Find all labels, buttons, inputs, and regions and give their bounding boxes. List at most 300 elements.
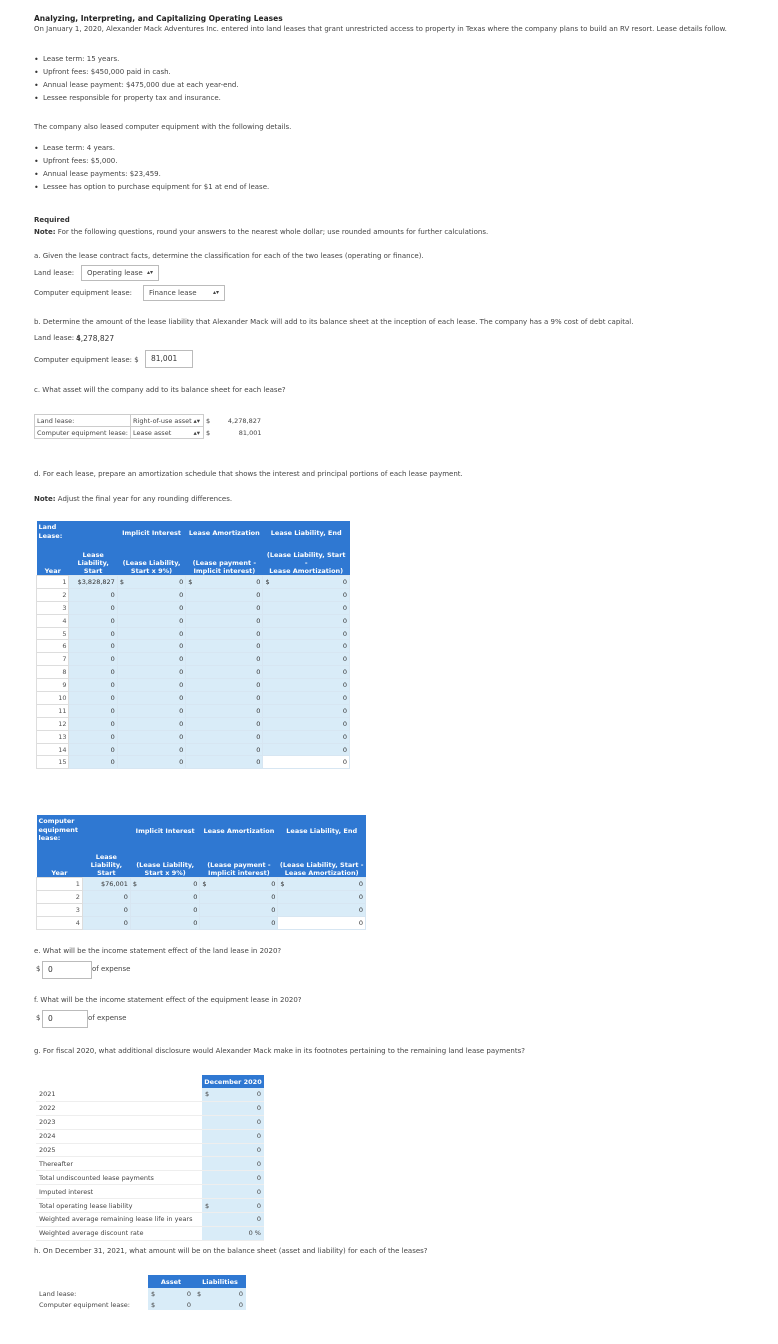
- table-row: [37, 903, 366, 916]
- cell-value: 3: [62, 603, 67, 612]
- select-value: Finance lease: [149, 289, 197, 297]
- cell-value: 0: [256, 681, 261, 690]
- asset-select[interactable]: [131, 415, 204, 427]
- cell-value: 0: [342, 668, 347, 677]
- cell-value: 14: [58, 745, 67, 754]
- table-row: [36, 1115, 264, 1129]
- question-a: a. Given the lease contract facts, determine the classification for each of the two leases (operating or finance).: [34, 252, 424, 260]
- cell-value: 1: [62, 577, 67, 586]
- liability-start-cell[interactable]: [69, 576, 117, 589]
- liability-start-cell[interactable]: [69, 730, 117, 743]
- land-amortization-table: [36, 521, 350, 769]
- cell-value: 0: [342, 693, 347, 702]
- cell-value: 0: [179, 655, 184, 664]
- balance-sheet-table: [36, 1275, 246, 1310]
- disclosure-value-cell[interactable]: [202, 1101, 264, 1115]
- disclosure-value-cell[interactable]: [202, 1088, 264, 1101]
- liability-start-cell[interactable]: [82, 916, 130, 929]
- list-item: • Annual lease payment: $475,000 due at each year-end.: [34, 79, 239, 92]
- liability-start-cell[interactable]: [69, 640, 117, 653]
- qb-land-label: Land lease: $: [34, 334, 81, 342]
- table-row: [36, 1157, 264, 1171]
- liab-end-header: (Lease Liability, Start - Lease Amortization): [278, 847, 366, 878]
- liability-start-cell[interactable]: [69, 704, 117, 717]
- interest-cell[interactable]: [117, 756, 185, 769]
- row-label: 2025: [36, 1143, 202, 1157]
- cell-value: 0: [123, 905, 128, 914]
- question-g: g. For fiscal 2020, what additional disclosure would Alexander Mack make in its footnotes pertaining to the remaining land lease payments?: [34, 1047, 525, 1055]
- liability-start-cell[interactable]: [69, 692, 117, 705]
- equipment-asset-cell[interactable]: $ 0: [148, 1299, 194, 1310]
- table-row: [36, 1199, 264, 1213]
- cell-value: 0: [179, 706, 184, 715]
- row-label: Land lease:: [39, 1289, 77, 1298]
- interest-cell[interactable]: [117, 717, 185, 730]
- table-row: [37, 717, 350, 730]
- cell-value: 0: [256, 590, 261, 599]
- equipment-amortization-table: [36, 815, 366, 930]
- note-label: Note:: [34, 228, 56, 236]
- land-income-effect-input[interactable]: 0: [42, 961, 92, 979]
- disclosure-value-cell[interactable]: [202, 1226, 264, 1240]
- year-cell: [37, 890, 83, 903]
- equipment-income-effect-input[interactable]: 0: [42, 1010, 88, 1028]
- liab-start-header: Lease Liability, Start: [82, 847, 130, 878]
- table-row: [37, 588, 350, 601]
- amortization-cell[interactable]: [186, 640, 263, 653]
- dollar-sign: $: [132, 879, 138, 888]
- cell-value: 0: [256, 732, 261, 741]
- cell-value: 0: [256, 1187, 261, 1196]
- interest-cell[interactable]: [117, 679, 185, 692]
- liability-end-cell[interactable]: [278, 916, 366, 929]
- list-item: • Lease term: 15 years.: [34, 53, 239, 66]
- cell-value: 0: [256, 616, 261, 625]
- interest-cell[interactable]: [130, 878, 199, 891]
- cell-value: 0: [256, 745, 261, 754]
- table-row: [37, 614, 350, 627]
- interest-cell[interactable]: [130, 916, 199, 929]
- equipment-details-list: [34, 142, 269, 194]
- table-row: [37, 743, 350, 756]
- expense-label: of expense: [88, 1014, 127, 1022]
- liability-end-cell[interactable]: [263, 717, 350, 730]
- cell-value: $3,828,827: [77, 577, 115, 586]
- liability-start-cell[interactable]: [69, 601, 117, 614]
- dollar-sign: $: [265, 577, 270, 586]
- cell-value: 0: [256, 1118, 261, 1127]
- expense-label: of expense: [92, 965, 131, 973]
- dollar-sign: $: [205, 1201, 210, 1210]
- amortization-cell[interactable]: [186, 588, 263, 601]
- interest-cell[interactable]: [117, 666, 185, 679]
- cell-value: 0: [271, 905, 276, 914]
- asset-header: Asset: [148, 1275, 194, 1288]
- disclosure-value-cell[interactable]: [202, 1199, 264, 1213]
- amortization-cell[interactable]: [186, 614, 263, 627]
- required-note: [34, 228, 488, 236]
- amount-value: 4,278,827: [227, 416, 261, 425]
- table-row: [36, 1226, 264, 1240]
- amort-header-top: Lease Amortization: [200, 815, 278, 847]
- amortization-cell[interactable]: [186, 666, 263, 679]
- year-header: Year: [37, 847, 83, 878]
- amortization-cell[interactable]: [186, 627, 263, 640]
- liability-end-cell[interactable]: [263, 653, 350, 666]
- liability-end-cell[interactable]: [263, 627, 350, 640]
- liability-start-cell[interactable]: [69, 653, 117, 666]
- amortization-cell[interactable]: [186, 692, 263, 705]
- amort-header-top: Lease Amortization: [186, 521, 263, 545]
- liability-end-cell[interactable]: [263, 743, 350, 756]
- liability-start-cell[interactable]: [82, 878, 130, 891]
- dollar-sign: $: [119, 577, 124, 586]
- table-row: [37, 601, 350, 614]
- liability-end-cell[interactable]: [278, 903, 366, 916]
- cell-value: 0: [256, 577, 261, 586]
- cell-value: 0: [256, 629, 261, 638]
- year-cell: [37, 601, 69, 614]
- disclosure-value-cell[interactable]: [202, 1143, 264, 1157]
- list-item: • Lessee has option to purchase equipment for $1 at end of lease.: [34, 181, 269, 194]
- disclosure-table: [36, 1075, 264, 1241]
- cell-value: 0: [193, 905, 198, 914]
- qa-equip-label: Computer equipment lease:: [34, 289, 132, 297]
- land-liability-cell[interactable]: $ 0: [194, 1288, 246, 1299]
- land-details-list: [34, 53, 239, 105]
- year-cell: [37, 576, 69, 589]
- table-row: [37, 730, 350, 743]
- interest-cell[interactable]: [117, 692, 185, 705]
- qd-note: [34, 495, 232, 503]
- cell-value: 0: [110, 693, 115, 702]
- cell-value: 4: [62, 616, 67, 625]
- cell-value: 8: [62, 668, 67, 677]
- liability-end-cell[interactable]: [263, 576, 350, 589]
- year-cell: [37, 730, 69, 743]
- table-row: [37, 878, 366, 891]
- table-row: [37, 576, 350, 589]
- interest-cell[interactable]: [117, 704, 185, 717]
- required-heading: Required: [34, 216, 70, 224]
- table-row: [37, 653, 350, 666]
- interest-header: (Lease Liability, Start x 9%): [130, 847, 199, 878]
- liability-end-cell[interactable]: [263, 588, 350, 601]
- equipment-liability-input[interactable]: 81,001: [145, 350, 193, 368]
- equipment-liability-cell[interactable]: 0: [194, 1299, 246, 1310]
- cell-value: 0: [193, 918, 198, 927]
- list-item: • Upfront fees: $5,000.: [34, 155, 269, 168]
- interest-cell[interactable]: [130, 890, 199, 903]
- question-d: d. For each lease, prepare an amortization schedule that shows the interest and principal portions of each lease payment.: [34, 470, 463, 478]
- amortization-cell[interactable]: [186, 704, 263, 717]
- interest-cell[interactable]: [117, 627, 185, 640]
- table-row: [36, 1213, 264, 1227]
- liab-start-header: Lease Liability, Start: [69, 545, 117, 576]
- year-cell: [37, 679, 69, 692]
- table-row: [37, 916, 366, 929]
- year-cell: [37, 704, 69, 717]
- equip-label-header: Computer equipment lease:: [37, 815, 83, 847]
- cell-value: 0: [342, 655, 347, 664]
- liability-start-cell[interactable]: [69, 756, 117, 769]
- liabilities-header: Liabilities: [194, 1275, 246, 1288]
- liability-start-cell[interactable]: [69, 588, 117, 601]
- cell-value: 6: [62, 642, 67, 651]
- updown-icon: ▴▾: [193, 416, 200, 425]
- cell-value: 0: [271, 879, 276, 888]
- row-label: Thereafter: [36, 1157, 202, 1171]
- question-b: b. Determine the amount of the lease liability that Alexander Mack will add to its balance sheet at the inception of each lease. The company has a 9% cost of debt capital.: [34, 318, 634, 326]
- row-label: Computer equipment lease:: [35, 427, 131, 439]
- cell-value: 0: [342, 745, 347, 754]
- intro-text: On January 1, 2020, Alexander Mack Adventures Inc. entered into land leases that grant unrestricted access to property in Texas where the company plans to build an RV resort. Lease details follow.: [34, 25, 727, 33]
- disclosure-value-cell[interactable]: [202, 1171, 264, 1185]
- cell-value: 0: [342, 577, 347, 586]
- cell-value: 0: [179, 642, 184, 651]
- liability-start-cell[interactable]: [82, 890, 130, 903]
- liability-end-cell[interactable]: [278, 878, 366, 891]
- amortization-cell[interactable]: [186, 743, 263, 756]
- asset-table: [34, 414, 264, 439]
- cell-value: 0: [179, 745, 184, 754]
- question-e: e. What will be the income statement effect of the land lease in 2020?: [34, 947, 282, 955]
- amortization-cell[interactable]: [186, 756, 263, 769]
- cell-value: 0: [179, 693, 184, 702]
- cell-value: 0: [110, 668, 115, 677]
- amortization-cell[interactable]: [186, 717, 263, 730]
- table-row: [37, 627, 350, 640]
- amortization-cell[interactable]: [186, 653, 263, 666]
- cell-value: 3: [75, 905, 80, 914]
- cell-value: 0: [123, 892, 128, 901]
- select-value: Right-of-use asset: [133, 416, 192, 425]
- cell-value: 2: [75, 892, 80, 901]
- table-row: [36, 1143, 264, 1157]
- table-row: [36, 1185, 264, 1199]
- cell-value: 0: [123, 918, 128, 927]
- cell-value: 0: [256, 1159, 261, 1168]
- cell-value: 0: [110, 590, 115, 599]
- cell-value: 0: [256, 758, 261, 767]
- qa-land-label: Land lease:: [34, 269, 75, 277]
- year-cell: [37, 653, 69, 666]
- table-row: [37, 692, 350, 705]
- liability-end-cell[interactable]: [263, 692, 350, 705]
- cell-value: 0: [256, 642, 261, 651]
- dollar-sign: $: [188, 577, 193, 586]
- liability-end-cell[interactable]: [263, 756, 350, 769]
- disclosure-value-cell[interactable]: [202, 1213, 264, 1227]
- liability-end-cell[interactable]: [263, 614, 350, 627]
- liability-end-cell[interactable]: [263, 640, 350, 653]
- cell-value: 11: [58, 706, 67, 715]
- interest-cell[interactable]: [117, 730, 185, 743]
- amortization-cell[interactable]: [200, 878, 278, 891]
- equipment-classification-select[interactable]: [143, 285, 225, 301]
- asset-amount[interactable]: [204, 415, 264, 427]
- cell-value: 0: [179, 577, 184, 586]
- year-cell: [37, 692, 69, 705]
- cell-value: 10: [58, 693, 67, 702]
- cell-value: 0: [271, 918, 276, 927]
- amortization-cell[interactable]: [186, 730, 263, 743]
- interest-header-top: Implicit Interest: [130, 815, 199, 847]
- equipment-intro: The company also leased computer equipment with the following details.: [34, 123, 292, 131]
- land-classification-select[interactable]: [81, 265, 159, 281]
- liab-end-header-top: Lease Liability, End: [278, 815, 366, 847]
- cell-value: 0: [256, 1090, 261, 1099]
- cell-value: 0: [342, 681, 347, 690]
- note-label: Note:: [34, 495, 56, 503]
- liability-start-cell[interactable]: [82, 903, 130, 916]
- year-cell: [37, 588, 69, 601]
- cell-value: 0: [179, 590, 184, 599]
- interest-header-top: Implicit Interest: [117, 521, 185, 545]
- updown-icon: ▴▾: [146, 269, 153, 276]
- list-item: • Annual lease payments: $23,459.: [34, 168, 269, 181]
- disclosure-value-cell[interactable]: [202, 1157, 264, 1171]
- amortization-cell[interactable]: [186, 679, 263, 692]
- interest-cell[interactable]: [117, 601, 185, 614]
- table-row: [37, 640, 350, 653]
- cell-value: 0: [256, 1132, 261, 1141]
- interest-cell[interactable]: [130, 903, 199, 916]
- liab-start-header: [82, 815, 130, 847]
- cell-value: 0: [110, 616, 115, 625]
- table-row: [37, 704, 350, 717]
- year-cell: [37, 916, 83, 929]
- liability-end-cell[interactable]: [263, 666, 350, 679]
- liability-start-cell[interactable]: [69, 679, 117, 692]
- interest-cell[interactable]: [117, 588, 185, 601]
- cell-value: 0: [256, 1215, 261, 1224]
- amort-header: (Lease payment - Implicit interest): [200, 847, 278, 878]
- row-label: 2021: [36, 1088, 202, 1101]
- year-cell: [37, 878, 83, 891]
- liability-start-cell[interactable]: [69, 743, 117, 756]
- cell-value: 0: [179, 758, 184, 767]
- year-cell: [37, 614, 69, 627]
- note-text: For the following questions, round your answers to the nearest whole dollar; use rounded amounts for further calculations.: [57, 228, 489, 236]
- year-cell: [37, 666, 69, 679]
- year-cell: [37, 743, 69, 756]
- row-label: Weighted average remaining lease life in years: [36, 1213, 202, 1227]
- cell-value: 0: [256, 719, 261, 728]
- cell-value: 0: [256, 693, 261, 702]
- liability-start-cell[interactable]: [69, 666, 117, 679]
- row-label: Imputed interest: [36, 1185, 202, 1199]
- table-row: [36, 1088, 264, 1101]
- interest-cell[interactable]: [117, 640, 185, 653]
- cell-value: 0: [179, 616, 184, 625]
- liab-end-header: (Lease Liability, Start - Lease Amortization): [263, 545, 350, 576]
- cell-value: 0: [358, 905, 363, 914]
- asset-select[interactable]: [131, 427, 204, 439]
- liability-end-cell[interactable]: [263, 730, 350, 743]
- liability-end-cell[interactable]: [278, 890, 366, 903]
- table-row: [36, 1101, 264, 1115]
- land-liability-value: 4,278,827: [76, 334, 115, 343]
- cell-value: 0: [193, 892, 198, 901]
- disclosure-value-cell[interactable]: [202, 1185, 264, 1199]
- liability-end-cell[interactable]: [263, 601, 350, 614]
- row-label: Land lease:: [35, 415, 131, 427]
- disclosure-value-cell[interactable]: [202, 1115, 264, 1129]
- cell-value: 0: [110, 603, 115, 612]
- dollar-sign: $: [280, 879, 285, 888]
- cell-value: 5: [62, 629, 67, 638]
- dollar-sign: $: [206, 428, 211, 437]
- table-row: [36, 1129, 264, 1143]
- cell-value: $76,001: [101, 879, 128, 888]
- interest-cell[interactable]: [117, 743, 185, 756]
- cell-value: 9: [62, 681, 67, 690]
- amortization-cell[interactable]: [186, 601, 263, 614]
- interest-cell[interactable]: [117, 614, 185, 627]
- amortization-cell[interactable]: [186, 576, 263, 589]
- year-cell: [37, 756, 69, 769]
- interest-cell[interactable]: [117, 653, 185, 666]
- question-f: f. What will be the income statement effect of the equipment lease in 2020?: [34, 996, 302, 1004]
- amortization-cell[interactable]: [200, 890, 278, 903]
- cell-value: 0: [179, 719, 184, 728]
- amortization-cell[interactable]: [200, 903, 278, 916]
- page-title: Analyzing, Interpreting, and Capitalizing Operating Leases: [34, 14, 283, 23]
- cell-value: 0: [256, 1146, 261, 1154]
- dollar-sign: $: [36, 1014, 41, 1022]
- cell-value: 0: [256, 1173, 261, 1182]
- land-asset-cell[interactable]: $ 0: [148, 1288, 194, 1299]
- liability-start-cell[interactable]: [69, 627, 117, 640]
- row-label: 2022: [36, 1101, 202, 1115]
- cell-value: 0: [179, 732, 184, 741]
- table-row: [37, 666, 350, 679]
- year-cell: [37, 640, 69, 653]
- cell-value: 7: [62, 655, 67, 664]
- cell-value: 0: [271, 892, 276, 901]
- row-label: Computer equipment lease:: [39, 1300, 130, 1309]
- liability-end-cell[interactable]: [263, 679, 350, 692]
- interest-cell[interactable]: [117, 576, 185, 589]
- amortization-cell[interactable]: [200, 916, 278, 929]
- asset-amount[interactable]: [204, 427, 264, 439]
- cell-value: 0: [179, 629, 184, 638]
- liability-start-cell[interactable]: [69, 614, 117, 627]
- list-item: • Lessee responsible for property tax and insurance.: [34, 92, 239, 105]
- cell-value: 0: [342, 732, 347, 741]
- liability-start-cell[interactable]: [69, 717, 117, 730]
- cell-value: 0: [256, 706, 261, 715]
- interest-header: (Lease Liability, Start x 9%): [117, 545, 185, 576]
- cell-value: 0: [110, 706, 115, 715]
- cell-value: 0: [110, 642, 115, 651]
- cell-value: 0: [110, 758, 115, 767]
- year-cell: [37, 627, 69, 640]
- list-item: • Lease term: 4 years.: [34, 142, 269, 155]
- cell-value: 0: [110, 745, 115, 754]
- select-value: Operating lease: [87, 269, 143, 277]
- liability-end-cell[interactable]: [263, 704, 350, 717]
- cell-value: 0: [110, 719, 115, 728]
- row-label: 2023: [36, 1115, 202, 1129]
- liab-start-header: [69, 521, 117, 545]
- cell-value: 0: [358, 879, 363, 888]
- cell-value: 0: [256, 1201, 261, 1210]
- row-label: Total undiscounted lease payments: [36, 1171, 202, 1185]
- december-2020-header: December 2020: [202, 1075, 264, 1088]
- disclosure-value-cell[interactable]: [202, 1129, 264, 1143]
